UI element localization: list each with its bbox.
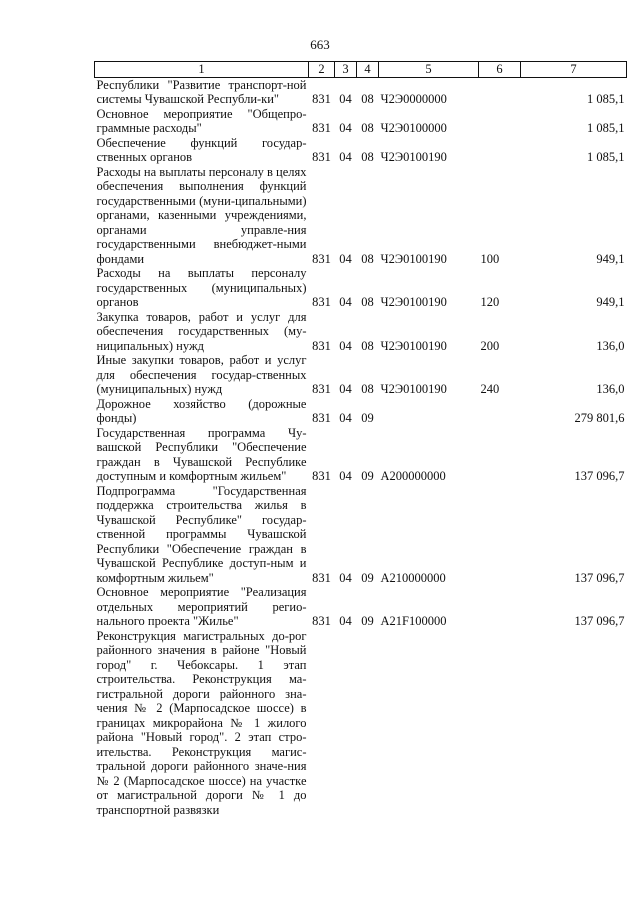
row-grbs: 831 [312,614,331,628]
row-amount: 1 085,1 [587,121,625,135]
row-target-code: Ч2Э0000000 [380,92,447,106]
row-subsection: 09 [361,469,374,483]
row-name: Иные закупки товаров, работ и услуг для обеспечения государ-ственных (муниципальных) нужд [96,353,307,396]
row-grbs: 831 [312,121,331,135]
row-amount: 137 096,7 [574,469,625,483]
row-subsection: 09 [361,614,374,628]
row-subsection: 08 [361,92,374,106]
table-row [95,165,627,267]
row-name: Расходы на выплаты персоналу государственных (муниципальных) органов [96,266,307,309]
row-section: 04 [339,92,352,106]
row-subsection: 08 [361,382,374,396]
row-name: Основное мероприятие "Реализация отдельных мероприятий регио-нального проекта "Жилье" [96,585,307,628]
row-grbs: 831 [312,295,331,309]
table-row [95,426,627,484]
row-section: 04 [339,121,352,135]
row-grbs: 831 [312,411,331,425]
row-target-code: А200000000 [380,469,446,483]
table-row [95,629,627,818]
row-target-code: Ч2Э0100190 [380,382,447,396]
row-target-code: Ч2Э0100190 [380,251,447,266]
row-grbs: 831 [312,251,331,266]
table-row [95,136,627,165]
row-subsection: 08 [361,295,374,309]
row-name: Республики "Развитие транспорт-ной системы Чувашской Республи-ки" [96,77,307,106]
row-expense-type: 200 [480,338,500,353]
row-target-code: Ч2Э0100190 [380,295,447,309]
row-section: 04 [339,382,352,396]
table-row [95,310,627,354]
table-row [95,397,627,426]
row-target-code: Ч2Э0100190 [380,150,447,164]
table-row [95,353,627,397]
row-target-code [379,397,479,426]
row-amount: 137 096,7 [574,570,625,585]
row-name: Закупка товаров, работ и услуг для обеспечения государственных (му-ниципальных) нужд [96,309,307,353]
column-header: 5 [379,62,479,78]
table-header-row [95,62,627,78]
row-name: Основное мероприятие "Общепро-граммные расходы" [96,106,307,135]
row-grbs: 831 [312,382,331,396]
row-subsection [357,629,379,818]
table-row [95,266,627,310]
row-section: 04 [339,469,352,483]
table-row [95,107,627,136]
row-section [335,629,357,818]
row-name: Подпрограмма "Государственная поддержка строительства жилья в Чувашской Республике" государ-ственной программы Чувашской Республики "Обеспечение граждан в Чувашской Республике доступ-ным и комфортным жильем" [96,483,307,585]
row-subsection: 08 [361,121,374,135]
row-subsection: 09 [361,570,374,585]
row-subsection: 08 [361,251,374,266]
column-header: 7 [521,62,627,78]
row-grbs: 831 [312,150,331,164]
page-number: 663 [310,37,330,52]
row-name: Реконструкция магистральных до-рог районного значения в районе "Новый город" г. Чебоксары. 1 этап строительства. Реконструкция ма-гистральной дороги районного зна-чения № 2 (Марпосадское шоссе) в границах микрорайона № 1 жилого района "Новый город". 2 этап стро-ительства. Реконструкция магис-тральной дороги районного значе-ния № 2 (Марпосадское шоссе) на участке от магистральной дороги № 1 до транспортной развязки [96,628,307,817]
row-name: Расходы на выплаты персоналу в целях обеспечения выполнения функций государственными (муни-ципальными) органами, казенными учреждениями, органами управле-ния государственными внебюджет-ными фондами [96,164,307,266]
row-section: 04 [339,570,352,585]
row-section: 04 [339,150,352,164]
row-expense-type [479,397,521,426]
row-subsection: 08 [361,338,374,353]
row-expense-type [479,629,521,818]
row-amount: 279 801,6 [574,411,625,425]
row-section: 04 [339,338,352,353]
row-grbs: 831 [312,92,331,106]
row-section: 04 [339,295,352,309]
column-header: 4 [357,62,379,78]
row-amount: 1 085,1 [587,92,625,106]
row-section: 04 [339,251,352,266]
row-expense-type: 120 [480,295,500,309]
row-section: 04 [339,614,352,628]
column-header: 2 [309,62,335,78]
row-expense-type [479,585,521,629]
row-amount: 136,0 [596,382,625,396]
row-target-code: А210000000 [380,570,446,585]
row-expense-type [479,136,521,165]
row-grbs: 831 [312,338,331,353]
table-row [95,484,627,586]
row-expense-type [479,484,521,586]
column-header: 3 [335,62,357,78]
row-grbs: 831 [312,570,331,585]
budget-table [94,61,627,817]
row-grbs [309,629,335,818]
table-row [95,77,627,107]
row-expense-type [479,77,521,107]
row-target-code [379,629,479,818]
row-amount: 949,1 [596,295,625,309]
column-header: 6 [479,62,521,78]
row-amount [521,629,627,818]
row-expense-type [479,426,521,484]
row-expense-type: 240 [480,382,500,396]
row-target-code: А21F100000 [380,614,447,628]
row-section: 04 [339,411,352,425]
row-name: Дорожное хозяйство (дорожные фонды) [96,396,307,425]
row-name: Обеспечение функций государ-ственных органов [96,135,307,164]
row-target-code: Ч2Э0100000 [380,121,447,135]
row-amount: 136,0 [596,338,625,353]
column-header: 1 [95,62,309,78]
row-amount: 137 096,7 [574,614,625,628]
row-expense-type: 100 [480,251,500,266]
row-grbs: 831 [312,469,331,483]
row-subsection: 08 [361,150,374,164]
table-row [95,585,627,629]
row-amount: 1 085,1 [587,150,625,164]
row-expense-type [479,107,521,136]
row-target-code: Ч2Э0100190 [380,338,447,353]
row-name: Государственная программа Чу-вашской Республики "Обеспечение граждан в Чувашской Республике доступным и комфортным жильем" [96,425,307,483]
row-amount: 949,1 [596,251,625,266]
row-subsection: 09 [361,411,374,425]
